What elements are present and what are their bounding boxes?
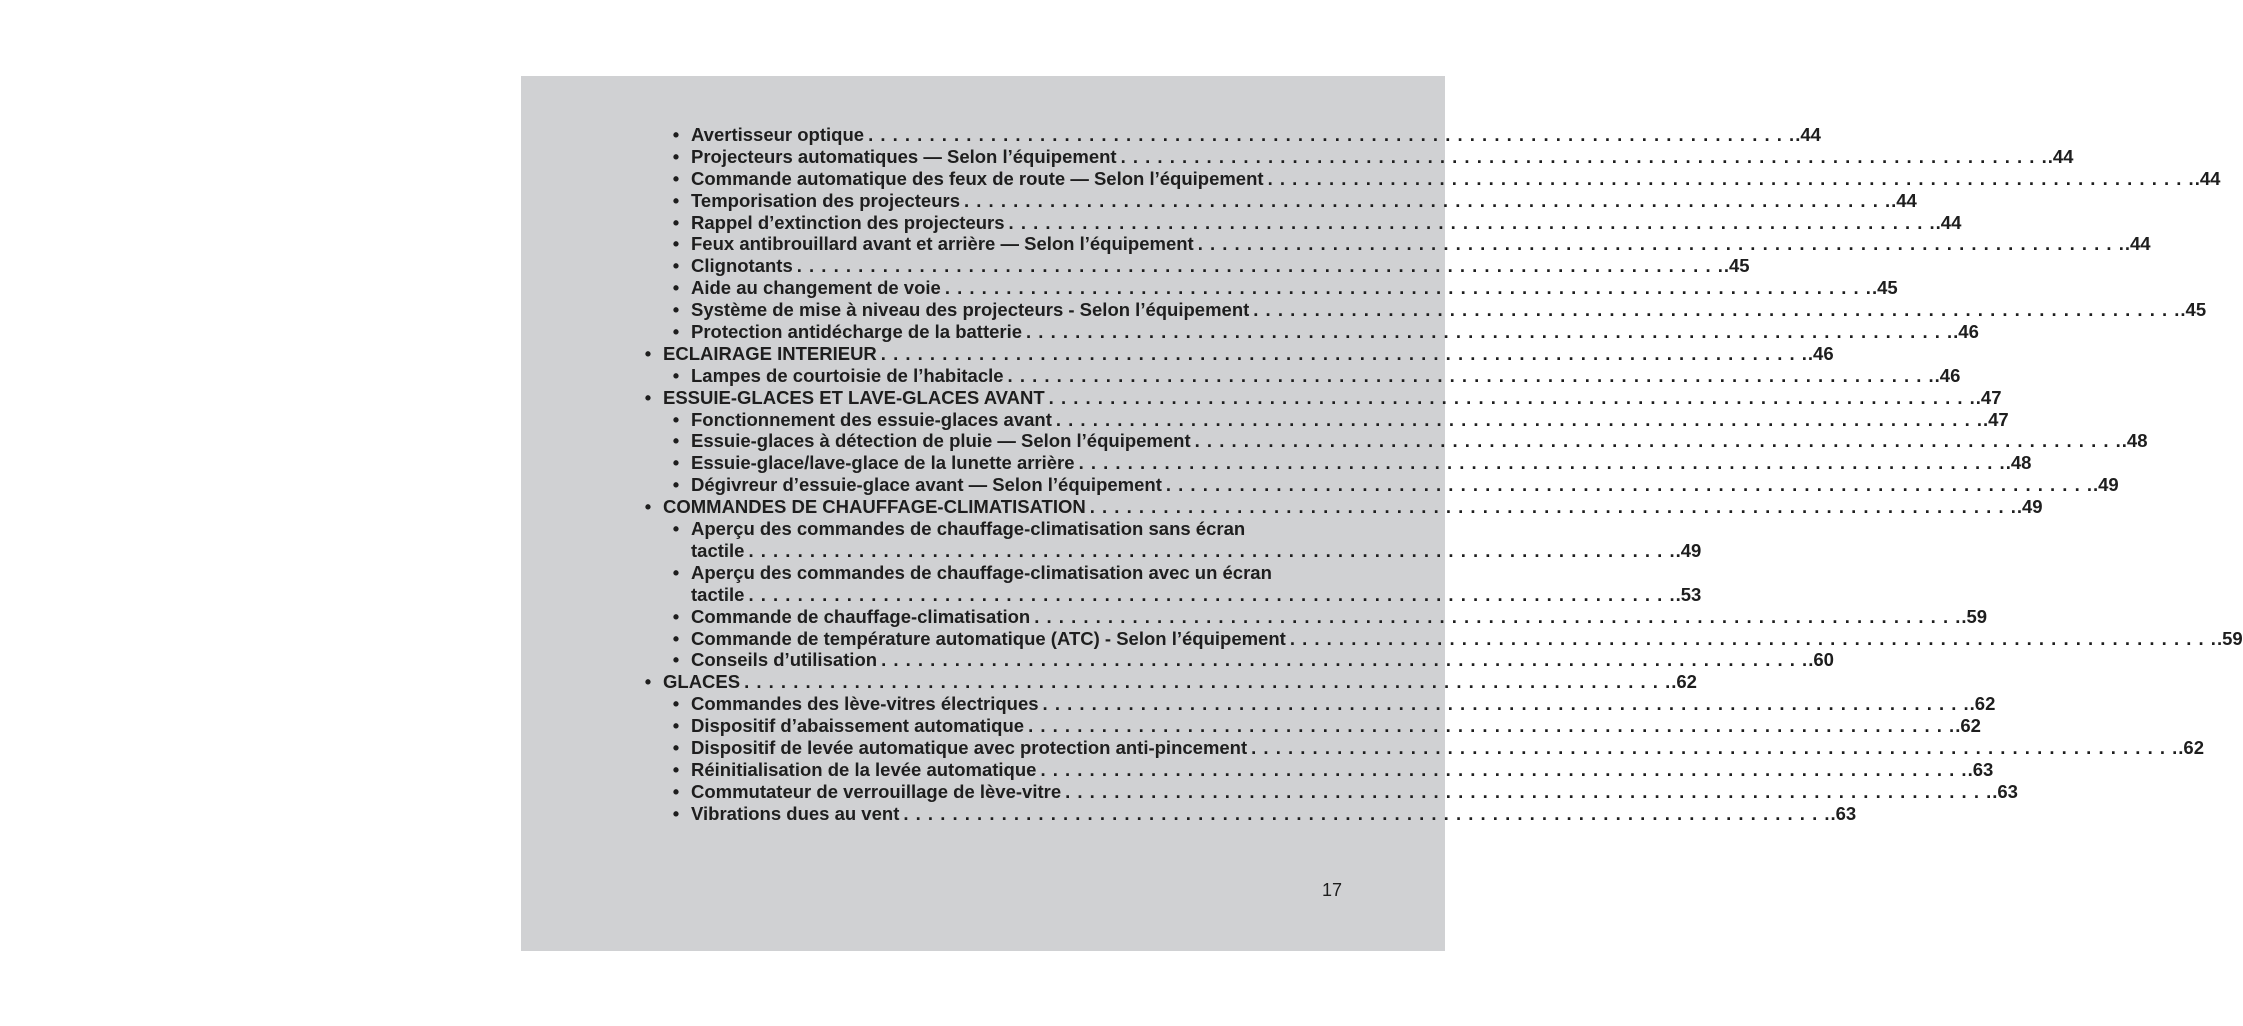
toc-entry-page: .59	[2216, 627, 2243, 649]
toc-entry[interactable]	[638, 342, 1834, 365]
toc-entry-title: GLACES	[663, 671, 744, 693]
bullet-icon: •	[672, 145, 680, 167]
toc-entry[interactable]	[638, 802, 1857, 825]
toc-entry-title: Essuie-glace/lave-glace de la lunette arrière	[691, 452, 1079, 474]
toc-entry-page: .49	[2016, 496, 2043, 518]
toc-entry[interactable]	[638, 561, 1702, 606]
toc-entry-title: Vibrations dues au vent	[691, 803, 903, 825]
toc-entry-page: .48	[2005, 452, 2032, 474]
bullet-icon: •	[672, 189, 680, 211]
toc-entry-page: .49	[1675, 539, 1702, 561]
dot-leader: . . . . . . . . . . . . . . . . . . . . . . . . . . . . . . . . . . . . . . . . . . . . . . . . . . . . . . . . . . . . . . . . . . . . . . . . . . . .	[1289, 627, 2217, 649]
dot-leader: . . . . . . . . . . . . . . . . . . . . . . . . . . . . . . . . . . . . . . . . . . . . . . . . . . . . . . . . . . . . . . . . . . . . . . . . . . . .	[881, 649, 1809, 671]
toc-entry[interactable]	[638, 627, 2243, 650]
dot-leader: . . . . . . . . . . . . . . . . . . . . . . . . . . . . . . . . . . . . . . . . . . . . . . . . . . . . . . . . . . . . . . . . . . . . . . . . . . . .	[1008, 211, 1936, 233]
toc-entry-page: .62	[1969, 693, 1996, 715]
toc-entry-title: Projecteurs automatiques — Selon l’équipement	[691, 146, 1121, 168]
bullet-icon: •	[672, 627, 680, 649]
bullet-icon: •	[672, 758, 680, 780]
toc-entry-page: .62	[1955, 715, 1981, 737]
bullet-icon: •	[672, 518, 680, 540]
table-of-contents	[638, 124, 2243, 825]
dot-leader: . . . . . . . . . . . . . . . . . . . . . . . . . . . . . . . . . . . . . . . . . . . . . . . . . . . . . . . . . . . . . . . . . . . . . . . . . . . .	[1197, 233, 2125, 255]
toc-entry[interactable]	[638, 605, 1988, 628]
toc-entry-title: Rappel d’extinction des projecteurs	[691, 212, 1009, 234]
toc-entry-title: Feux antibrouillard avant et arrière — Selon l’équipement	[691, 233, 1198, 255]
toc-entry[interactable]	[638, 715, 1981, 737]
toc-entry-page: .53	[1675, 583, 1702, 605]
toc-entry-title: Aide au changement de voie	[691, 277, 945, 299]
toc-entry-title: Temporisation des projecteurs	[691, 190, 964, 212]
toc-entry-title: ECLAIRAGE INTERIEUR	[663, 343, 881, 365]
toc-entry[interactable]	[638, 364, 1961, 387]
dot-leader: . . . . . . . . . . . . . . . . . . . . . . . . . . . . . . . . . . . . . . . . . . . . . . . . . . . . . . . . . . . . . . . . . . . . . . . . . . . .	[944, 277, 1872, 299]
dot-leader: . . . . . . . . . . . . . . . . . . . . . . . . . . . . . . . . . . . . . . . . . . . . . . . . . . . . . . . . . . . . . . . . . . . . . . . . . . . .	[1120, 145, 2048, 167]
bullet-icon: •	[672, 255, 680, 277]
bullet-icon: •	[672, 167, 680, 189]
toc-entry-page: .63	[1967, 758, 1994, 780]
toc-entry-page: .44	[1891, 189, 1917, 211]
toc-entry-title: Système de mise à niveau des projecteurs - Selon l’équipement	[691, 299, 1253, 321]
dot-leader: . . . . . . . . . . . . . . . . . . . . . . . . . . . . . . . . . . . . . . . . . . . . . . . . . . . . . . . . . . . . . . . . . . . . . . . . . . . .	[1089, 496, 2017, 518]
bullet-icon: •	[644, 386, 652, 408]
dot-leader: . . . . . . . . . . . . . . . . . . . . . . . . . . . . . . . . . . . . . . . . . . . . . . . . . . . . . . . . . . . . . . . . . . . . . . . . . . . .	[1026, 321, 1954, 343]
bullet-icon: •	[672, 364, 680, 386]
bullet-icon: •	[672, 277, 680, 299]
toc-entry-title: COMMANDES DE CHAUFFAGE-CLIMATISATION	[663, 496, 1090, 518]
toc-entry-page: .49	[2093, 474, 2119, 496]
toc-entry[interactable]	[638, 780, 2018, 803]
toc-entry-title: Essuie-glaces à détection de pluie — Selon l’équipement	[691, 430, 1195, 452]
toc-entry[interactable]	[638, 189, 1917, 212]
toc-entry[interactable]	[638, 496, 2043, 518]
bullet-icon: •	[672, 802, 680, 824]
toc-entry-title: Lampes de courtoisie de l’habitacle	[691, 365, 1008, 387]
toc-entry[interactable]	[638, 124, 1821, 146]
bullet-icon: •	[672, 780, 680, 802]
dot-leader: . . . . . . . . . . . . . . . . . . . . . . . . . . . . . . . . . . . . . . . . . . . . . . . . . . . . . . . . . . . . . . . . . . . . . . . . . . . .	[1194, 430, 2122, 452]
dot-leader: . . . . . . . . . . . . . . . . . . . . . . . . . . . . . . . . . . . . . . . . . . . . . . . . . . . . . . . . . . . . . . . . . . . . . . . . . . . .	[1055, 408, 1983, 430]
toc-entry-page: .63	[1992, 780, 2018, 802]
bullet-icon: •	[672, 233, 680, 255]
bullet-icon: •	[644, 496, 652, 518]
dot-leader: . . . . . . . . . . . . . . . . . . . . . . . . . . . . . . . . . . . . . . . . . . . . . . . . . . . . . . . . . . . . . . . . . . . . . . . . . . . .	[1065, 780, 1993, 802]
toc-entry-title: Aperçu des commandes de chauffage-climatisation sans écran	[691, 518, 1249, 540]
toc-entry-title: Réinitialisation de la levée automatique	[691, 759, 1040, 781]
dot-leader: . . . . . . . . . . . . . . . . . . . . . . . . . . . . . . . . . . . . . . . . . . . . . . . . . . . . . . . . . . . . . . . . . . . . . . . . . . . .	[964, 189, 1892, 211]
bullet-icon: •	[672, 408, 680, 430]
toc-entry-page: .44	[2194, 167, 2221, 189]
bullet-icon: •	[644, 671, 652, 693]
toc-entry[interactable]	[638, 167, 2221, 190]
toc-entry-page: .45	[1723, 255, 1750, 277]
toc-entry-page: .46	[1807, 342, 1834, 364]
toc-entry-page: .62	[2178, 736, 2204, 758]
toc-entry[interactable]	[638, 452, 2032, 474]
toc-entry-page: .45	[2180, 299, 2207, 321]
bullet-icon: •	[672, 452, 680, 474]
toc-entry-page: .44	[2047, 145, 2074, 167]
toc-entry-title: Conseils d’utilisation	[691, 649, 881, 671]
bullet-icon: •	[672, 211, 680, 233]
toc-entry[interactable]	[638, 518, 1702, 562]
dot-leader: . . . . . . . . . . . . . . . . . . . . . . . . . . . . . . . . . . . . . . . . . . . . . . . . . . . . . . . . . . . . . . . . . . . . . . . . . . . .	[1048, 386, 1976, 408]
toc-entry-title: tactile	[691, 540, 748, 562]
toc-entry-title: Aperçu des commandes de chauffage-climatisation avec un écran	[691, 562, 1276, 584]
dot-leader: . . . . . . . . . . . . . . . . . . . . . . . . . . . . . . . . . . . . . . . . . . . . . . . . . . . . . . . . . . . . . . . . . . . . . . . . . . . .	[796, 255, 1724, 277]
toc-entry-title: Commande de chauffage-climatisation	[691, 606, 1034, 628]
dot-leader: . . . . . . . . . . . . . . . . . . . . . . . . . . . . . . . . . . . . . . . . . . . . . . . . . . . . . . . . . . . . . . . . . . . . . . . . . . . .	[1007, 364, 1935, 386]
toc-entry-title: Commandes des lève-vitres électriques	[691, 693, 1043, 715]
toc-entry-title: Commande de température automatique (ATC) - Selon l’équipement	[691, 628, 1290, 650]
dot-leader: . . . . . . . . . . . . . . . . . . . . . . . . . . . . . . . . . . . . . . . . . . . . . . . . . . . . . . . . . . . . . . . . . . . . . . . . . . . .	[1040, 758, 1968, 780]
toc-entry-title: tactile	[691, 584, 748, 606]
dot-leader: . . . . . . . . . . . . . . . . . . . . . . . . . . . . . . . . . . . . . . . . . . . . . . . . . . . . . . . . . . . . . . . . . . . . . . . . . . . .	[1253, 299, 2181, 321]
toc-entry-page: .47	[1975, 386, 2002, 408]
toc-entry[interactable]	[638, 649, 1834, 671]
dot-leader: . . . . . . . . . . . . . . . . . . . . . . . . . . . . . . . . . . . . . . . . . . . . . . . . . . . . . . . . . . . . . . . . . . . . . . . . . . . .	[1251, 736, 2179, 758]
dot-leader: . . . . . . . . . . . . . . . . . . . . . . . . . . . . . . . . . . . . . . . . . . . . . . . . . . . . . . . . . . . . . . . . . . . . . . . . . . . .	[868, 124, 1796, 145]
toc-entry-page: .46	[1934, 364, 1961, 386]
toc-entry[interactable]	[638, 277, 1898, 299]
toc-entry[interactable]	[638, 736, 2204, 759]
bullet-icon: •	[672, 474, 680, 496]
dot-leader: . . . . . . . . . . . . . . . . . . . . . . . . . . . . . . . . . . . . . . . . . . . . . . . . . . . . . . . . . . . . . . . . . . . . . . . . . . . .	[748, 539, 1676, 561]
bullet-icon: •	[672, 715, 680, 737]
dot-leader: . . . . . . . . . . . . . . . . . . . . . . . . . . . . . . . . . . . . . . . . . . . . . . . . . . . . . . . . . . . . . . . . . . . . . . . . . . . .	[1078, 452, 2006, 474]
toc-entry[interactable]	[638, 758, 1994, 781]
toc-entry[interactable]	[638, 211, 1962, 234]
bullet-icon: •	[672, 561, 680, 583]
toc-entry[interactable]	[638, 255, 1750, 277]
bullet-icon: •	[672, 693, 680, 715]
toc-entry-page: .44	[1795, 124, 1821, 145]
toc-entry-page: .45	[1871, 277, 1898, 299]
toc-entry-page: .62	[1671, 671, 1697, 693]
dot-leader: . . . . . . . . . . . . . . . . . . . . . . . . . . . . . . . . . . . . . . . . . . . . . . . . . . . . . . . . . . . . . . . . . . . . . . . . . . . .	[1267, 167, 2195, 189]
toc-entry[interactable]	[638, 474, 2119, 496]
toc-entry[interactable]	[638, 145, 2074, 168]
toc-entry[interactable]	[638, 693, 1996, 715]
bullet-icon: •	[672, 430, 680, 452]
toc-entry-title: Dispositif d’abaissement automatique	[691, 715, 1028, 737]
bullet-icon: •	[672, 299, 680, 321]
toc-entry-page: .44	[1935, 211, 1962, 233]
toc-entry-page: .44	[2124, 233, 2151, 255]
toc-entry-page: .60	[1808, 649, 1834, 671]
toc-entry-title: Dispositif de levée automatique avec protection anti-pincement	[691, 737, 1251, 759]
toc-entry[interactable]	[638, 430, 2148, 452]
toc-entry[interactable]	[638, 299, 2207, 321]
toc-entry-page: .46	[1953, 321, 1979, 343]
page-number: 17	[1321, 880, 1342, 900]
bullet-icon: •	[644, 342, 652, 364]
toc-entry-page: .59	[1961, 605, 1988, 627]
toc-entry-title: Commande automatique des feux de route — Selon l’équipement	[691, 168, 1268, 190]
dot-leader: . . . . . . . . . . . . . . . . . . . . . . . . . . . . . . . . . . . . . . . . . . . . . . . . . . . . . . . . . . . . . . . . . . . . . . . . . . . .	[1165, 474, 2093, 496]
toc-entry-page: .47	[1982, 408, 2009, 430]
toc-entry[interactable]	[638, 386, 2002, 409]
toc-entry-title: Protection antidécharge de la batterie	[691, 321, 1026, 343]
toc-entry[interactable]	[638, 408, 2009, 431]
toc-entry-page: .48	[2121, 430, 2148, 452]
toc-entry-title: Clignotants	[691, 255, 797, 277]
dot-leader: . . . . . . . . . . . . . . . . . . . . . . . . . . . . . . . . . . . . . . . . . . . . . . . . . . . . . . . . . . . . . . . . . . . . . . . . . . . .	[744, 671, 1672, 693]
toc-entry-title: Commutateur de verrouillage de lève-vitre	[691, 781, 1065, 803]
toc-entry[interactable]	[638, 671, 1697, 693]
bullet-icon: •	[672, 124, 680, 145]
bullet-icon: •	[672, 736, 680, 758]
toc-entry[interactable]	[638, 233, 2151, 255]
dot-leader: . . . . . . . . . . . . . . . . . . . . . . . . . . . . . . . . . . . . . . . . . . . . . . . . . . . . . . . . . . . . . . . . . . . . . . . . . . . .	[1042, 693, 1970, 715]
toc-entry-title: Dégivreur d’essuie-glace avant — Selon l’équipement	[691, 474, 1166, 496]
toc-entry-title: ESSUIE-GLACES ET LAVE-GLACES AVANT	[663, 387, 1049, 409]
toc-entry-title: Avertisseur optique	[691, 124, 868, 146]
dot-leader: . . . . . . . . . . . . . . . . . . . . . . . . . . . . . . . . . . . . . . . . . . . . . . . . . . . . . . . . . . . . . . . . . . . . . . . . . . . .	[1028, 715, 1956, 737]
toc-entry[interactable]	[638, 321, 1979, 343]
toc-entry-page: .63	[1830, 802, 1857, 824]
dot-leader: . . . . . . . . . . . . . . . . . . . . . . . . . . . . . . . . . . . . . . . . . . . . . . . . . . . . . . . . . . . . . . . . . . . . . . . . . . . .	[1034, 605, 1962, 627]
toc-entry-title: Fonctionnement des essuie-glaces avant	[691, 409, 1056, 431]
dot-leader: . . . . . . . . . . . . . . . . . . . . . . . . . . . . . . . . . . . . . . . . . . . . . . . . . . . . . . . . . . . . . . . . . . . . . . . . . . . .	[748, 583, 1676, 605]
dot-leader: . . . . . . . . . . . . . . . . . . . . . . . . . . . . . . . . . . . . . . . . . . . . . . . . . . . . . . . . . . . . . . . . . . . . . . . . . . . .	[903, 802, 1831, 824]
bullet-icon: •	[672, 649, 680, 671]
dot-leader: . . . . . . . . . . . . . . . . . . . . . . . . . . . . . . . . . . . . . . . . . . . . . . . . . . . . . . . . . . . . . . . . . . . . . . . . . . . .	[880, 342, 1808, 364]
bullet-icon: •	[672, 321, 680, 343]
bullet-icon: •	[672, 605, 680, 627]
